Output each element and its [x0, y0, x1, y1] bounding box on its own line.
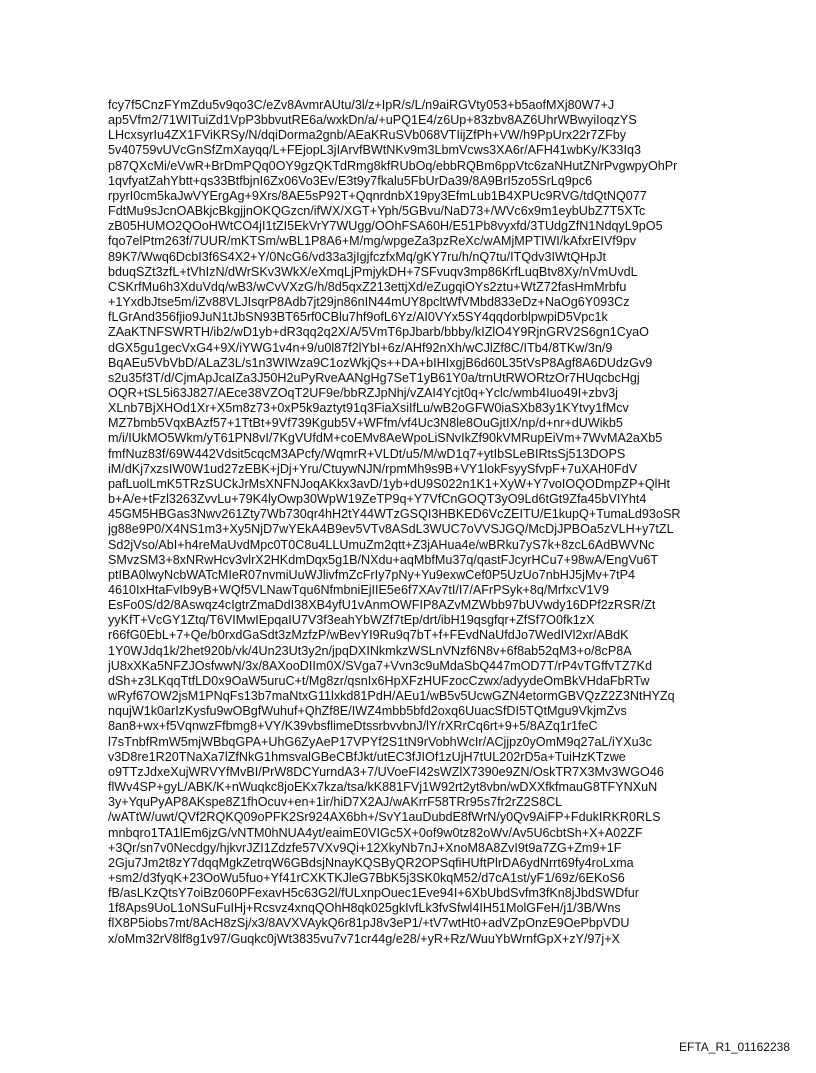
text-line: fqo7elPtm263f/7UUR/mKTSm/wBL1P8A6+M/mg/wpgeZa3pzReXc/wAMjMPTIWI/kAfxrEIVf9pv	[108, 234, 637, 249]
text-line: 2Gju7Jm2t8zY7dqqMgkZetrqW6GBdsjNnayKQSByQR2OPSqfiHUftPlrDA6ydNrrt69fy4roLxma	[108, 855, 634, 870]
text-line: ZAaKTNFSWRTH/ib2/wD1yb+dR3qq2q2X/A/5VmT6pJbarb/bbby/kIZlO4Y9RjnGRV2S6gn1CyaO	[108, 325, 649, 340]
text-line: o9TTzJdxeXujWRVYfMvBI/PrW8DCYurndA3+7/UVoeFI42sWZlX7390e9ZN/OskTR7X3Mv3WGO46	[108, 764, 664, 779]
text-line: v3D8re1R20TNaXa7lZfNkG1hmsvalGBeCBfJkt/utEC3fJIOf1zUjH7tUL202rD5a+TuiHzKTzwe	[108, 749, 626, 764]
text-line: OQR+tSL5i63J827/AEce38VZOqT2UF9e/bbRZJpNhj/vZAI4Ycjt0q+Yclc/wmb4Iuo49I+zbv3j	[108, 385, 618, 400]
text-line: fLGrAnd356fjio9JuN1tJbSN93BT65rf0CBlu7hf9ofL6Yz/AI0VYx5SY4qqdorblpwpiD5Vpc1k	[108, 310, 608, 325]
text-line: 1qvfyatZahYbtt+qs33BtfbjnI6Zx06Vo3Ev/E3t9y7fkalu5FbUrDa39/8A9BrI5zo5SrLq9pc6	[108, 173, 593, 188]
text-line: 45GM5HBGas3Nwv261Zty7Wb730qr4hH2tY44WTzGSQI3HBKED6VcZEITU/E1kupQ+TumaLd93oSR	[108, 507, 681, 522]
text-line: /wATtW/uwt/QVf2RQKQ09oPFK2Sr924AX6bh+/SvY1auDubdE8fWrN/y0Qv9AiFP+FdukIRKR0RLS	[108, 810, 661, 825]
text-line: fcy7f5CnzFYmZdu5v9qo3C/eZv8AvmrAUtu/3l/z+IpR/s/L/n9aiRGVty053+b5aofMXj80W7+J	[108, 98, 615, 112]
bates-number: EFTA_R1_01162238	[679, 1040, 790, 1054]
text-line: r66fG0EbL+7+Qe/b0rxdGaSdt3zMzfzP/wBevYI9Ru9q7bT+f+FEvdNaUfdJo7WedIVl2xr/ABdK	[108, 628, 629, 643]
text-line: CSKrfMu6h3XduVdq/wB3/wCvVXzG/h/8d5qxZ213ettjXd/eZugqiOYs2ztu+WtZ72fasHmMrbfu	[108, 279, 627, 294]
text-line: dSh+z3LKqqTtfLD0x9OaW5uruC+t/Mg8zr/qsnIx6HpXFzHUFzocCzwx/adyydeOmBkVHdaFbRTw	[108, 673, 650, 688]
text-line: 89K7/Wwq6DcbI3f6S4X2+Y/0NcG6/vd33a3jIgjfczfxMq/gKY7ru/h/nQ7tu/ITQdv3IWtQHpJt	[108, 249, 607, 264]
text-line: yyKfT+VcGY1Ztq/T6VIMwIEpqaIU7V3f3eahYbWZf7tEp/drt/ibH19qsgfqr+ZfSf7O0fk1zX	[108, 613, 595, 628]
text-line: FdtMu9sJcnOABkjcBkgjjnOKQGzcn/ifWX/XGT+Yph/5GBvu/NaD73+/WVc6x9m1eybUbZ7T5XTc	[108, 204, 646, 219]
text-line: p87QXcMi/eVwR+BrDmPQq0OY9gzQKTdRmg8kfRUbOq/ebbRQBm6ppVtc6zaNHutZNrPvgwpyOhPr	[108, 158, 678, 173]
text-line: ptIBA0lwyNcbWATcMIeR07nvmiUuWJlivfmZcFrIy7pNy+Yu9exwCef0P5UzUo7nbHJ5jMv+7tP4	[108, 567, 636, 582]
text-line: LHcxsyrIu4ZX1FViKRSy/N/dqiDorma2gnb/AEaKRuSVb068VTIijZfPh+VW/h9PpUrx22r7ZFby	[108, 128, 627, 143]
text-line: +sm2/d3fyqK+23OoWu5fuo+Yf41rCXKTKJleG7BbK5j3SK0kqM52/d7cA1st/yF1/69z/6EKoS6	[108, 870, 625, 885]
text-line: 5v40759vUVcGnSfZmXayqq/L+FEjopL3jIArvfBWtNKv9m3LbmVcws3XA6r/AFH41wbKy/K33Iq3	[108, 143, 642, 158]
text-line: wRyf67OW2jsM1PNqFs13b7maNtxG11lxkd81PdH/AEu1/wB5v5UcwGZN4etormGBVQzZ2Z3NtHYZq	[108, 689, 675, 704]
text-line: 1Y0WJdq1k/2het920b/vk/4Un23Ut3y2n/jpqDXINkmkzWSLnVNzf6N8v+6f8ab52qM3+o/8cP8A	[108, 643, 632, 658]
text-line: 8an8+wx+f5VqnwzFfbmg8+VY/K39vbsflimeDtssrbvvbnJ/lY/rXRrCq6rt+9+5/8AZq1r1feC	[108, 719, 598, 734]
encoded-text-block	[108, 98, 728, 947]
text-line: 3y+YquPyAP8AKspe8Z1fhOcuv+en+1ir/hiD7X2AJ/wAKrrF58TRr95s7fr2rZ2S8CL	[108, 795, 563, 810]
text-line: +1YxdbJtse5m/iZv88VLJIsqrP8Adb7jt29jn86nIN44mUY8pcltWfVMbd833eDz+NaOg6Y093Cz	[108, 295, 630, 310]
text-line: jg88e9P0/X4NS1m3+Xy5NjD7wYEkA4B9ev5VTv8ASdL3WUC7oVVSJGQ/McDjJPBOa5zVLH+y7tZL	[108, 522, 674, 537]
text-line: nqujW1k0arIzKysfu9wOBgfWuhuf+QhZf8E/IWZ4mbb5bfd2oxq6UuacSfDI5TQtMgu9VkjmZvs	[108, 704, 627, 719]
text-line: +3Qr/sn7v0Necdgy/hjkvrJZI1Zdzfe57VXv9Qi+12XkyNb7nJ+XnoM8A8ZvI9t9a7ZG+Zm9+1F	[108, 840, 622, 855]
text-line: rpyrI0cm5kaJwVYErgAg+9Xrs/8AE5sP92T+QqnrdnbX19py3EfmLub1B4XPUc9RVG/tdQtNQ077	[108, 188, 647, 203]
text-line: bduqSZt3zfL+tVhIzN/dWrSKv3WkX/eXmqLjPmjykDH+7SFvuqv3mp86KrfLuqBtv8Xy/nVmUvdL	[108, 264, 638, 279]
text-line: b+A/e+tFzl3263ZvvLu+79K4lyOwp30WpW19ZeTP9q+Y7VfCnGOQT3yO9Ld6tGt9Zfa45bVIYht4	[108, 492, 647, 507]
text-line: 1f8Aps9UoL1oNSuFuIHj+Rcsvz4xnqQOhH8qk025gkIvfLk3fvSfwl4IH51MolGFeH/j1/3B/Wns	[108, 901, 621, 916]
text-line: dGX5gu1gecVxG4+9X/iYWG1v4n+9/u0l87f2lYbI+6z/AHf92nXh/wCJlZf8C/ITb4/8TKw/3n/9	[108, 340, 613, 355]
text-line: l7sTnbfRmW5mjWBbqGPA+UhG6ZyAeP17VPYf2S1tN9rVobhWcIr/ACjjpz0yOmM9q27aL/iYXu3c	[108, 734, 652, 749]
text-line: SMvzSM3+8xNRwHcv3vlrX2HKdmDqx5g1B/NXdu+aqMbfMu37q/qastFJcyrHCu7+98wA/EngVu6T	[108, 552, 659, 567]
text-line: 4610IxHtaFvIb9yB+WQf5VLNawTqu6NfmbniEjIIE5e6f7XAv7tI/I7/AFrPSyk+8q/MrfxcV1V9	[108, 583, 609, 597]
text-line: jU8xXKa5NFZJOsfwwN/3x/8AXooDIIm0X/SVga7+Vvn3c9uMdaSbQ447mOD7T/rP4vTGffvTZ7Kd	[108, 658, 652, 673]
text-line: x/oMm32rV8lf8g1v97/Guqkc0jWt3835vu7v71cr44g/e28/+yR+Rz/WuuYbWrnfGpX+zY/97j+X	[108, 931, 620, 946]
text-line: flWv4SP+gyL/ABK/K+nWuqkc8joEKx7kza/tsa/kK881FVj1W92rt2yt8vbn/wDXXfkfmauG8TFYNXuN	[108, 780, 658, 795]
text-line: flX8P5iobs7mt/8AcH8zSj/x3/8AVXVAykQ6r81pJ8v3eP1/+tV7wtHt0+adVZpOnzE9OePbpVDU	[108, 916, 630, 931]
text-line: iM/dKj7xzsIW0W1ud27zEBK+jDj+Yru/CtuywNJN/rpmMh9s9B+VY1lokFsyySfvpF+7uXAH0FdV	[108, 461, 638, 476]
text-line: MZ7bmb5VqxBAzf57+1TtBt+9Vf739Kgub5V+WFfm/vf4Uc3N8le8OuGjtIX/np/d+nr+dUWikb5	[108, 416, 623, 431]
text-line: EsFo0S/d2/8Aswqz4cIgtrZmaDdI38XB4yfU1vAnmOWFIP8AZvMZWbb97bUVwdy16DPf2zRSR/Zt	[108, 598, 656, 613]
text-line: pafLuolLmK5TRzSUCkJrMsXNFNJoqAKkx3avD/1yb+dU9S022n1K1+XyW+Y7voIOQODmpZP+QlHt	[108, 476, 671, 491]
text-line: Sd2jVso/AbI+h4reMaUvdMpc0T0C8u4LLUmuZm2qtt+Z3jAHua4e/wBRku7yS7k+8zcL6AdBWVNc	[108, 537, 655, 552]
text-line: fB/asLKzQtsY7oiBz060PFexavH5c63G2l/fULxnpOuec1Eve94I+6XbUbdSvfm3fKn8jJbdSWDfur	[108, 886, 639, 901]
text-line: m/i/IUkMO5Wkm/yT61PN8vI/7KgVUfdM+coEMv8AeWpoLiSNvIkZf90kVMRupEiVm+7WvMA2aXb5	[108, 431, 663, 446]
text-line: XLnb7BjXHOd1Xr+X5m8z73+0xP5k9aztyt91q3FiaXsiIfLu/wB2oGFW0iaSXb83y1KYtvy1fMcv	[108, 401, 629, 416]
text-line: zB05HUMO2QOoHWtCO4jI1tZI5EkVrY7WUgg/OOhFSA60H/E51Pb8vyxfd/3TUdgZfN1NdqyL9pO5	[108, 219, 663, 234]
text-line: ap5Vfm2/71WITuiZd1VpP3bbvutRE6a/wxkDn/a/+uPQ1E4/z6Up+83zbv8AZ6UhrWBwyiIoqzYS	[108, 113, 637, 128]
text-line: s2u35f3T/d/CjmApJcaIZa3J50H2uPyRveAANgHg7SeT1yB61Y0a/trnUtRWORtzOr7HUqcbcHgj	[108, 370, 640, 385]
text-line: mnbqro1TA1lEm6jzG/vNTM0hNUA4yt/eaimE0VIGc5X+0of9w0tz82oWv/Av5U6cbtSh+X+A02ZF	[108, 825, 643, 840]
text-line: BqAEu5VbVbD/ALaZ3L/s1n3WIWza9C1ozWkjQs++DA+bIHIxgjB6d60L35tVsP8Agf8A6DUdzGv9	[108, 355, 653, 370]
text-line: fmfNuz83f/69W442Vdsit5cqcM3APcfy/WqmrR+VLDt/u5/M/wD1q7+ytIbSLeBIRtsSj513DOPS	[108, 446, 626, 461]
